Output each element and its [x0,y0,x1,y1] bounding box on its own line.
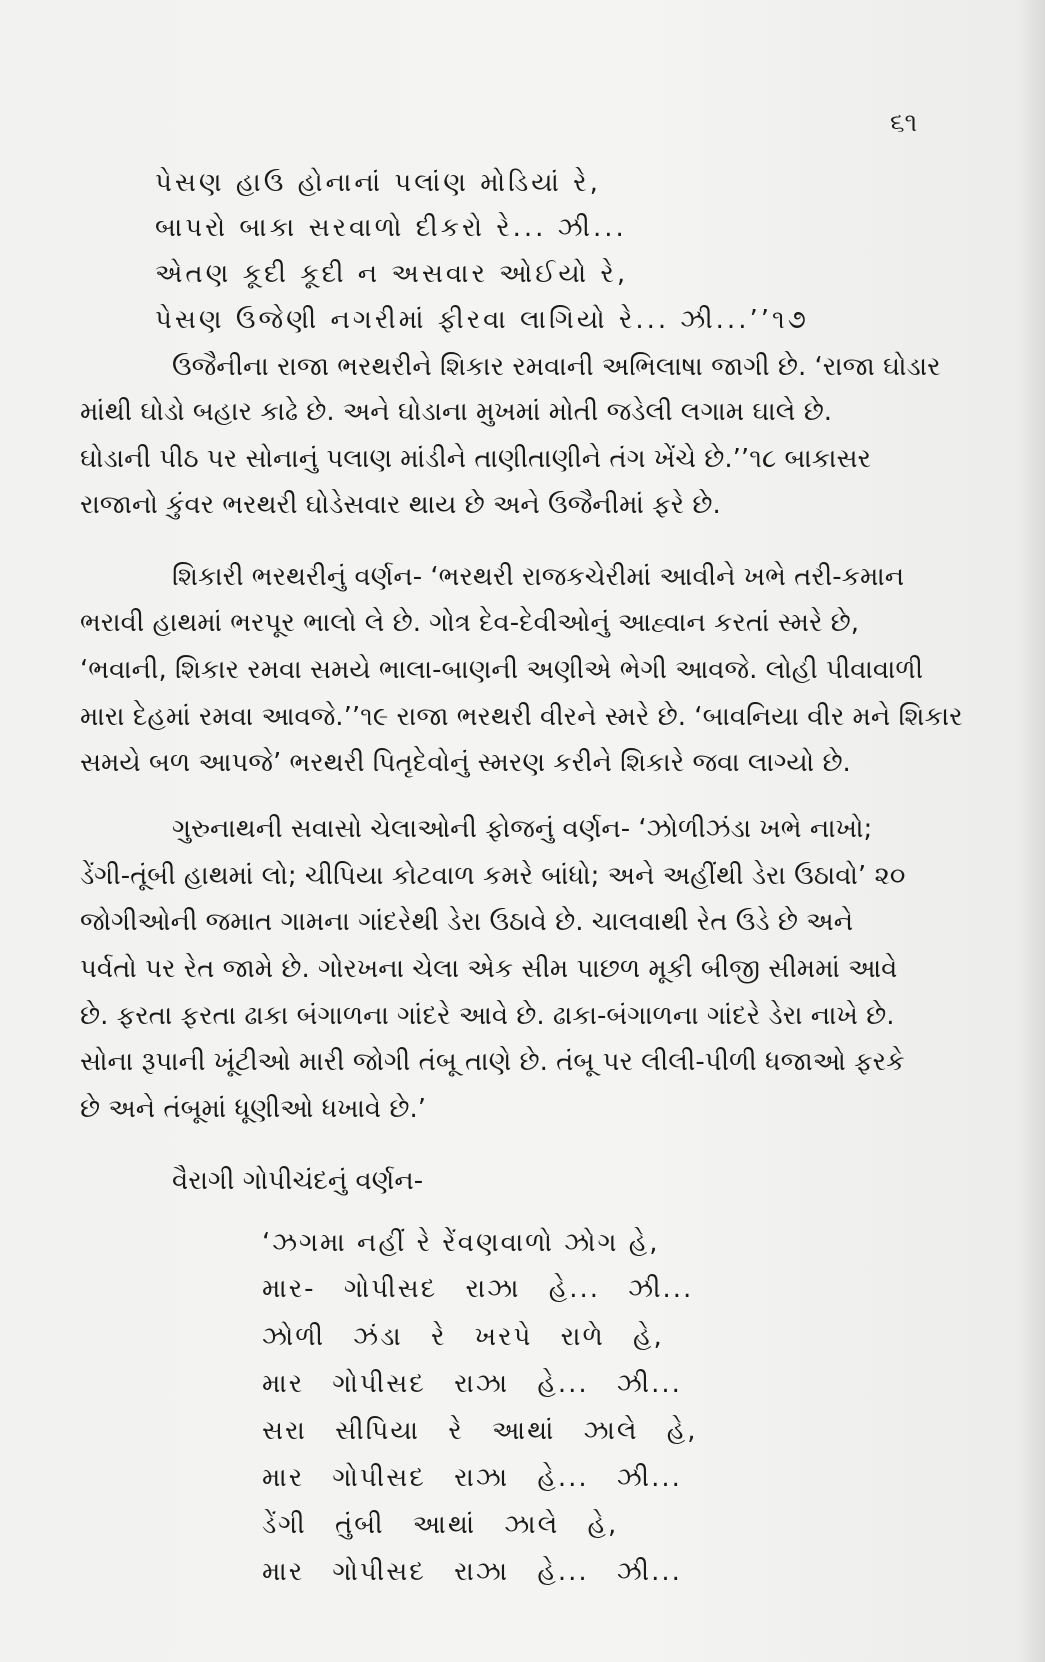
paragraph-line: ‘ભવાની, શિકાર રમવા સમયે ભાલા-બાણની અણીએ ભેગી આવજે. લોહી પીવાવાળી [80,655,924,685]
paragraph-line: રાજાનો કુંવર ભરથરી ઘોડેસવાર થાય છે અને ઉજૈનીમાં ફરે છે. [80,490,721,520]
song-line: સરા સીપિયા રે આથાં ઝાલે હે, [262,1416,698,1446]
paragraph-line: સમયે બળ આપજે’ ભરથરી પિતૃદેવોનું સ્મરણ કરીને શિકારે જવા લાગ્યો છે. [80,748,851,778]
paragraph-line: માંથી ઘોડો બહાર કાઢે છે. અને ઘોડાના મુખમાં મોતી જડેલી લગામ ઘાલે છે. [80,397,833,427]
song-line: ‘ઝગમા નહીં રે રેંવણવાળો ઝોગ હે, [262,1228,660,1258]
paragraph-line: શિકારી ભરથરીનું વર્ણન- ‘ભરથરી રાજકચેરીમાં આવીને ખભે તરી-કમાન [172,562,905,592]
paragraph-line: પર્વતો પર રેત જામે છે. ગોરખના ચેલા એક સીમ પાછળ મૂકી બીજી સીમમાં આવે [80,954,898,984]
paragraph-line: સોના રૂપાની ખૂંટીઓ મારી જોગી તંબૂ તાણે છે. તંબૂ પર લીલી-પીળી ધજાઓ ફરકે [80,1047,905,1077]
verse-line: પેસણ ઉજેણી નગરીમાં ફીરવા લાગિયો રે... ઝી...’’૧૭ [155,305,809,335]
verse-line: એતણ કૂદી કૂદી ન અસવાર ઓઈયો રે, [155,259,629,289]
song-line: માર ગોપીસદ રાઝા હે... ઝી... [262,1557,682,1587]
verse-line: બાપરો બાકા સરવાળો દીકરો રે... ઝી... [155,213,627,243]
song-line: ઝોળી ઝંડા રે ખરપે રાળે હે, [262,1322,664,1352]
verse-line: પેસણ હાઉ હોનાનાં પલાંણ મોડિયાં રે, [155,168,601,198]
paragraph-line: ઘોડાની પીઠ પર સોનાનું પલાણ માંડીને તાણીતાણીને તંગ ખેંચે છે.’’૧૮ બાકાસર [80,444,871,474]
page-spine-shadow [1017,0,1045,1662]
paragraph-line: ભરાવી હાથમાં ભરપૂર ભાલો લે છે. ગોત્ર દેવ-દેવીઓનું આહ્વાન કરતાં સ્મરે છે, [80,608,860,638]
paragraph-line: ડેંગી-તૂંબી હાથમાં લો; ચીપિયા કોટવાળ કમરે બાંધો; અને અહીંથી ડેરા ઉઠાવો’ ૨૦ [80,861,906,891]
paragraph-line: ગુરુનાથની સવાસો ચેલાઓની ફોજનું વર્ણન- ‘ઝોળીઝંડા ખભે નાખો; [172,814,873,844]
paragraph-line: ઉજૈનીના રાજા ભરથરીને શિકાર રમવાની અભિલાષા જાગી છે. ‘રાજા ઘોડાર [172,352,941,382]
paragraph-line: છે. ફરતા ફરતા ઢાકા બંગાળના ગાંદરે આવે છે. ઢાકા-બંગાળના ગાંદરે ડેરા નાખે છે. [80,1001,895,1031]
song-line: ડેંગી તુંબી આથાં ઝાલે હે, [262,1510,619,1540]
song-line: માર- ગોપીસદ રાઝા હે... ઝી... [262,1274,694,1304]
section-heading: વૈરાગી ગોપીચંદનું વર્ણન- [172,1166,424,1196]
paragraph-line: મારા દેહમાં રમવા આવજે.’’૧૯ રાજા ભરથરી વીરને સ્મરે છે. ‘બાવનિયા વીર મને શિકાર [80,702,963,732]
song-line: માર ગોપીસદ રાઝા હે... ઝી... [262,1369,682,1399]
page-number: ૬૧ [890,108,918,138]
song-line: માર ગોપીસદ રાઝા હે... ઝી... [262,1463,682,1493]
paragraph-line: છે અને તંબૂમાં ધૂણીઓ ધખાવે છે.’ [80,1094,427,1124]
paragraph-line: જોગીઓની જમાત ગામના ગાંદરેથી ડેરા ઉઠાવે છે. ચાલવાથી રેત ઉડે છે અને [80,907,854,937]
